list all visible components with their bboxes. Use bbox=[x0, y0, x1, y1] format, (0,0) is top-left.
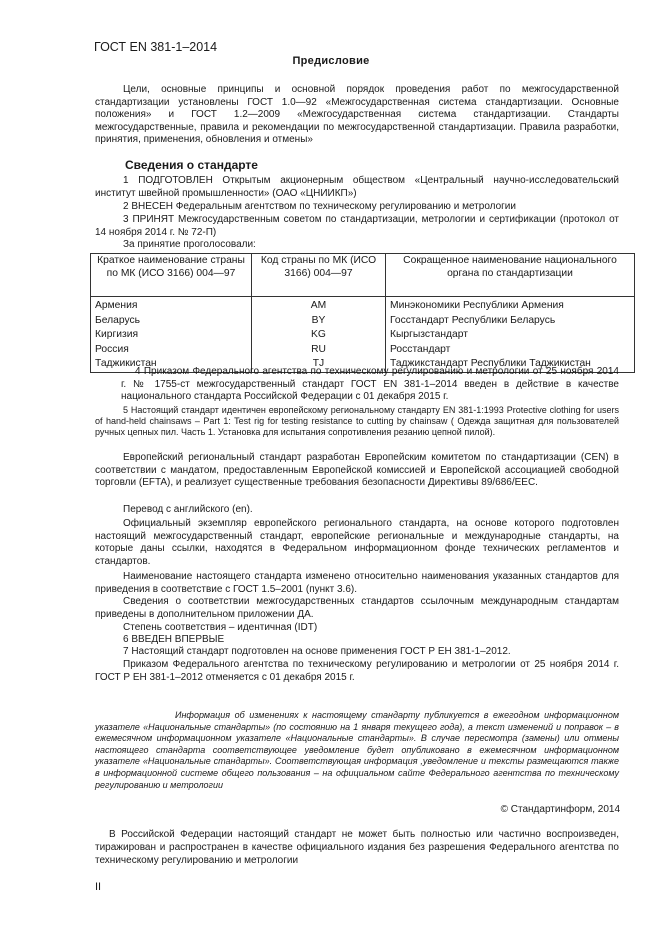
item-identical: 5 Настоящий стандарт идентичен европейскому региональному стандарту EN 381-1:1993 Protective clothing for users of hand-held chainsaws – Part 1: Test rig for testing resistance to cutting by chainsaw ( Одежда защитная для пользователей ручных цепных пил. Часть 1. Установка для испытания сопротивления резанию цепной пилой). bbox=[95, 405, 619, 437]
item-first-introduced: 6 ВВЕДЕН ВПЕРВЫЕ bbox=[123, 634, 225, 645]
table-row bbox=[91, 297, 635, 314]
header-country-code: Код страны по МК (ИСО 3166) 004—97 bbox=[252, 254, 386, 297]
cell-country: Киргизия bbox=[91, 328, 252, 343]
section-title: Сведения о стандарте bbox=[125, 158, 258, 172]
voted-label: За принятие проголосовали: bbox=[123, 239, 256, 250]
intro-paragraph: Цели, основные принципы и основной порядок проведения работ по межгосударственной стандартизации установлены ГОСТ 1.0—92 «Межгосударственная система стандартизации. Основные положения» и ГОСТ 1.2—2009 «Межгосударственная система стандартизации. Стандарты межгосударственные, правила и рекомендации по межгосударственной стандартизации. Правила разработки, принятия, применения, обновления и отмены» bbox=[95, 84, 619, 146]
cell-code: RU bbox=[252, 343, 386, 358]
header-country-name: Краткое наименование страны по МК (ИСО 3166) 004—97 bbox=[91, 254, 252, 297]
cell-code: KG bbox=[252, 328, 386, 343]
cell-body: Росстандарт bbox=[386, 343, 635, 358]
cell-body: Госстандарт Республики Беларусь bbox=[386, 314, 635, 329]
table-header-row bbox=[91, 254, 635, 297]
cell-country: Таджикистан bbox=[91, 357, 252, 372]
copyright: © Стандартинформ, 2014 bbox=[500, 804, 620, 815]
table-row bbox=[91, 328, 635, 343]
cell-body: Кыргызстандарт bbox=[386, 328, 635, 343]
cell-code: TJ bbox=[252, 357, 386, 372]
european-paragraph: Европейский региональный стандарт разработан Европейским комитетом по стандартизации (CEN) в соответствии с мандатом, предоставленным Европейской комиссией и Европейской ассоциацией свободной торговли (EFTA), и реализует существенные требования безопасности Директивы 89/686/EEC. bbox=[95, 452, 619, 489]
official-copy-paragraph: Официальный экземпляр европейского регионального стандарта, на основе которого подготовлен настоящий межгосударственный стандарт, европейские региональные и международные стандарты, на которые даны ссылки, находятся в Федеральном информационном фонде технических регламентов и стандартов. bbox=[95, 518, 619, 567]
compliance-paragraph: Сведения о соответствии межгосударственных стандартов ссылочным международным стандартам приведены в дополнительном приложении ДА. bbox=[95, 596, 619, 620]
foreword-title: Предисловие bbox=[292, 55, 370, 67]
item-adopted: 3 ПРИНЯТ Межгосударственным советом по стандартизации, метрологии и сертификации (протокол от 14 ноября 2014 г. № 72-П) bbox=[95, 214, 619, 238]
item-introduced: 2 ВНЕСЕН Федеральным агентством по техническому регулированию и метрологии bbox=[123, 201, 516, 212]
cell-code: AM bbox=[252, 297, 386, 314]
header-national-body: Сокращенное наименование национального органа по стандартизации bbox=[386, 254, 635, 297]
cell-country: Армения bbox=[91, 297, 252, 314]
cell-country: Россия bbox=[91, 343, 252, 358]
cell-code: BY bbox=[252, 314, 386, 329]
cell-country: Беларусь bbox=[91, 314, 252, 329]
voting-table bbox=[90, 253, 635, 373]
item-order: 4 Приказом Федерального агентства по техническому регулированию и метрологии от 25 ноября 2014 г. № 1755-ст межгосударственный стандарт ГОСТ EN 381-1–2014 введен в действие в качестве национального стандарта Российской Федерации с 01 декабря 2015 г. bbox=[121, 366, 619, 403]
name-change-paragraph: Наименование настоящего стандарта изменено относительно наименования указанных стандартов для приведения в соответствие с ГОСТ 1.5–2001 (пункт 3.6). bbox=[95, 571, 619, 595]
document-code: ГОСТ EN 381-1–2014 bbox=[94, 40, 218, 54]
item-prepared-basis: 7 Настоящий стандарт подготовлен на основе применения ГОСТ Р ЕН 381-1–2012. bbox=[123, 646, 511, 657]
changes-note: Информация об изменениях к настоящему стандарту публикуется в ежегодном информационном указателе «Национальные стандарты» (по состоянию на 1 января текущего года), а текст изменений и поправок – в ежемесячном информационном указателе «Национальные стандарты». В случае пересмотра (замены) или отмены настоящего стандарта соответствующее уведомление будет опубликовано в ежемесячном информационном указателе «Национальные стандарты». Соответствующая информация ,уведомление и тексты размещаются также в информационной системе общего пользования – на официальном сайте Федерального агентства по техническому регулированию и метрологии bbox=[95, 710, 619, 790]
degree-paragraph: Степень соответствия – идентичная (IDT) bbox=[123, 622, 318, 633]
cell-body: Таджикстандарт Республики Таджикистан bbox=[386, 357, 635, 372]
table-row bbox=[91, 343, 635, 358]
cell-body: Минэкономики Республики Армения bbox=[386, 297, 635, 314]
table-row bbox=[91, 314, 635, 329]
page-number: II bbox=[95, 881, 102, 893]
item-prepared: 1 ПОДГОТОВЛЕН Открытым акционерным обществом «Центральный научно-исследовательский институт швейной промышленности» (ОАО «ЦНИИКП») bbox=[95, 175, 619, 199]
translation-paragraph: Перевод с английского (en). bbox=[123, 504, 253, 515]
reproduction-notice: В Российской Федерации настоящий стандарт не может быть полностью или частично воспроизведен, тиражирован и распространен в качестве официального издания без разрешения Федерального агентства по техническому регулированию и метрологии bbox=[95, 829, 619, 866]
cancellation-paragraph: Приказом Федерального агентства по техническому регулированию и метрологии от 25 ноября 2014 г. ГОСТ Р ЕН 381-1–2012 отменяется с 01 декабря 2015 г. bbox=[95, 659, 619, 683]
